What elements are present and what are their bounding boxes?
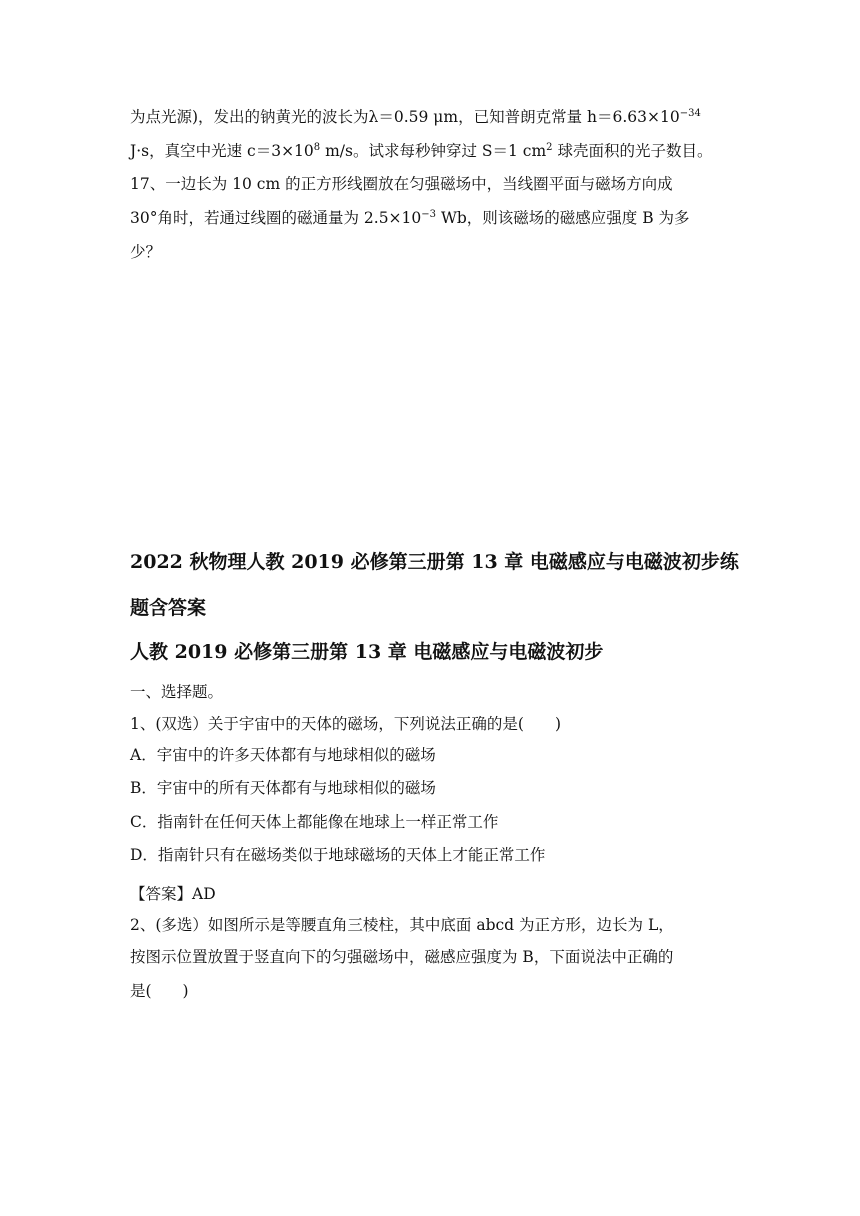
problem16-line2-text-b: m/s。试求每秒钟穿过 S＝1 cm: [320, 142, 547, 160]
problem17-line2-text-b: Wb，则该磁场的磁感应强度 B 为多: [436, 209, 690, 227]
problem16-line2-text-a: J·s，真空中光速 c＝3×10: [130, 142, 314, 160]
problem17-line1: 17、一边长为 10 cm 的正方形线圈放在匀强磁场中，当线圈平面与磁场方向成: [130, 175, 673, 193]
answers-title-line2: 题含答案: [130, 597, 207, 619]
question1-answer: 【答案】AD: [130, 885, 216, 903]
problem16-exponent3: 2: [546, 142, 553, 153]
question1-option-a: A．宇宙中的许多天体都有与地球相似的磁场: [130, 746, 436, 764]
answers-title-line1: 2022 秋物理人教 2019 必修第三册第 13 章 电磁感应与电磁波初步练: [130, 551, 739, 573]
problem17-exponent: −3: [421, 209, 437, 220]
question1-option-c: C．指南针在任何天体上都能像在地球上一样正常工作: [130, 813, 499, 831]
question1-option-d: D．指南针只有在磁场类似于地球磁场的天体上才能正常工作: [130, 846, 546, 864]
problem17-line2: [130, 207, 740, 229]
question2-line3: 是( ): [130, 982, 189, 1000]
problem16-line2: [130, 140, 740, 162]
question1-option-b: B．宇宙中的所有天体都有与地球相似的磁场: [130, 779, 436, 797]
problem16-exponent: −34: [679, 108, 701, 119]
question2-line1: 2、(多选）如图所示是等腰直角三棱柱，其中底面 abcd 为正方形，边长为 L，: [130, 916, 674, 934]
problem16-line2-text-c: 球壳面积的光子数目。: [552, 142, 713, 160]
problem16-line1-text: 为点光源)，发出的钠黄光的波长为λ＝0.59 μm，已知普朗克常量 h＝6.63×10: [130, 108, 680, 126]
section-heading: 一、选择题。: [130, 683, 224, 701]
question1-stem: 1、(双选）关于宇宙中的天体的磁场，下列说法正确的是( ): [130, 715, 562, 733]
question2-line2: 按图示位置放置于竖直向下的匀强磁场中，磁感应强度为 B，下面说法中正确的: [130, 948, 674, 966]
problem16-line1: [130, 106, 740, 128]
answers-subtitle: 人教 2019 必修第三册第 13 章 电磁感应与电磁波初步: [130, 641, 604, 663]
problem17-line3: 少？: [130, 243, 162, 261]
problem16-exponent2: 8: [313, 142, 321, 153]
problem17-line2-text-a: 30°角时，若通过线圈的磁通量为 2.5×10: [130, 209, 422, 227]
